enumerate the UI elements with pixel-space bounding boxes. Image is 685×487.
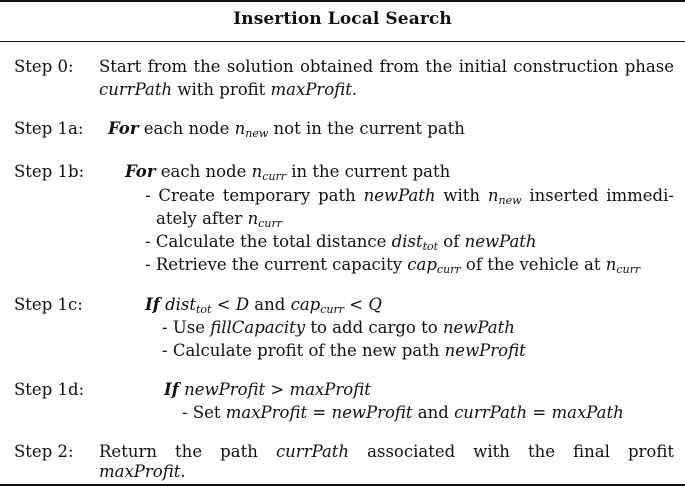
step-1b-line-5: - Retrieve the current capacity cap$_{curr}$ of the vehicle at $n_{curr}$ xyxy=(145,255,641,276)
step-1d-line-2: - Set maxProfit = newProfit and currPath = maxPath xyxy=(182,403,624,422)
step-1c-label: Step 1c: xyxy=(14,295,83,314)
step-1b-label: Step 1b: xyxy=(14,162,85,181)
step-0-line-1: Start from the solution obtained from the initial construction phase xyxy=(99,57,674,76)
step-1b-line-3: ately after $n_{curr}$ xyxy=(156,209,282,230)
bottom-rule xyxy=(0,484,685,486)
step-1c-line-1: If dist$_{tot}$ < D and cap$_{curr}$ < Q xyxy=(145,295,382,316)
step-2-label: Step 2: xyxy=(14,442,74,461)
step-1d-label: Step 1d: xyxy=(14,380,85,399)
top-rule xyxy=(0,0,685,2)
step-1b-line-4: - Calculate the total distance dist$_{tot}$ of newPath xyxy=(145,232,537,253)
step-1c-line-2: - Use fillCapacity to add cargo to newPath xyxy=(162,318,515,337)
header-rule xyxy=(0,41,685,42)
step-0-label: Step 0: xyxy=(14,57,74,76)
step-1b-line-2: - Create temporary path newPath with $n_{new}$ inserted immedi- xyxy=(145,186,674,207)
table-title: Insertion Local Search xyxy=(233,9,452,29)
step-2-line-2: maxProfit. xyxy=(99,462,186,481)
step-1b-line-1: For each node $n_{curr}$ in the current path xyxy=(125,162,451,183)
step-2-line-1: Return the path currPath associated with the final profit xyxy=(99,442,674,461)
step-1a-label: Step 1a: xyxy=(14,119,84,138)
step-1a-line-1: For each node $n_{new}$ not in the current path xyxy=(108,119,465,140)
step-0-line-2: currPath with profit maxProfit. xyxy=(99,80,358,99)
step-1c-line-3: - Calculate profit of the new path newProfit xyxy=(162,341,526,360)
step-1d-line-1: If newProfit > maxProfit xyxy=(164,380,371,399)
